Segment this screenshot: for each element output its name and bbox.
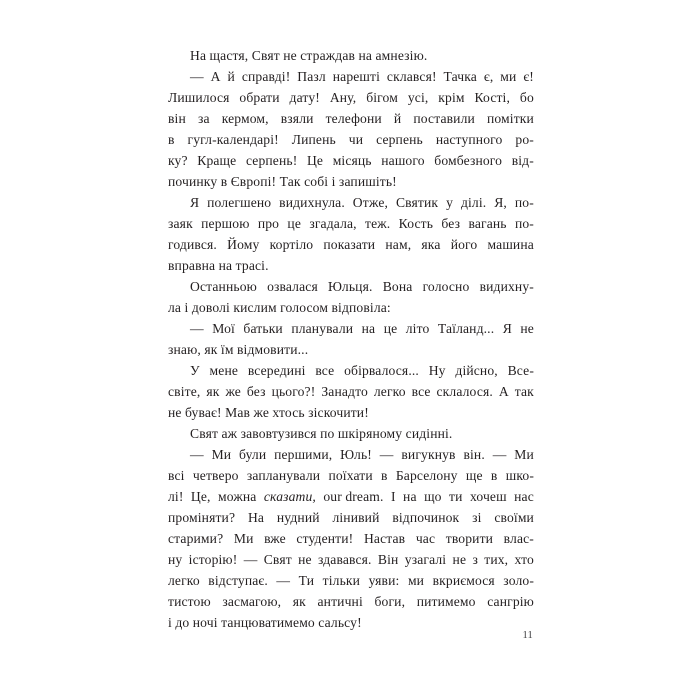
word: про: [257, 216, 280, 231]
word: Тачка: [443, 69, 477, 84]
text-line: [168, 444, 534, 465]
word: ку?: [168, 153, 188, 168]
word: —: [190, 447, 204, 462]
word: Вона: [382, 279, 413, 294]
word: Свят: [263, 552, 292, 567]
word: студенти!: [296, 531, 354, 546]
word: шко-: [505, 468, 534, 483]
word: без: [441, 216, 461, 231]
word: він.: [463, 447, 485, 462]
word: У: [190, 363, 200, 378]
text-line: вправна на трасі.: [168, 258, 269, 273]
word: хто: [514, 552, 534, 567]
word: в: [490, 468, 498, 483]
text-line: [168, 591, 534, 612]
word: видихну-: [479, 279, 534, 294]
word: всередині: [247, 363, 306, 378]
word: четверо: [192, 468, 239, 483]
text-line: не буває! Мав же хтось зіскочити!: [168, 405, 369, 420]
word: серпень: [376, 132, 423, 147]
word: влас-: [503, 531, 534, 546]
word: Таїланд...: [437, 321, 495, 336]
word: бо: [519, 90, 534, 105]
word: чи: [348, 132, 364, 147]
text-line: і до ночі танцюватимемо сальсу!: [168, 615, 362, 630]
word: легко: [168, 573, 200, 588]
word: у: [446, 195, 454, 210]
text-line: [168, 150, 534, 171]
word: Барселону: [395, 468, 458, 483]
paragraph: [168, 276, 534, 318]
word: показати: [323, 237, 376, 252]
word: справді!: [241, 69, 291, 84]
word: своїми: [494, 510, 534, 525]
word: уяви:: [368, 573, 400, 588]
word: вигукнув: [401, 447, 456, 462]
word: за: [197, 111, 210, 126]
word: поїхати: [328, 468, 373, 483]
word: творити: [445, 531, 494, 546]
word: вкриємося: [432, 573, 495, 588]
word: відпочинок: [392, 510, 460, 525]
word: це: [287, 216, 302, 231]
paragraph: [168, 45, 534, 66]
text-line: [168, 318, 534, 339]
text-line: [168, 528, 534, 549]
word: в: [168, 132, 175, 147]
text-line: На щастя, Свят не страждав на амнезію.: [190, 48, 428, 63]
word: А: [498, 384, 509, 399]
word: Ми: [233, 531, 254, 546]
word: по-: [514, 195, 534, 210]
word: Липень: [291, 132, 336, 147]
text-line: [168, 507, 534, 528]
word: склалося.: [436, 384, 493, 399]
word: першою: [201, 216, 250, 231]
word: з: [472, 552, 478, 567]
text-line: знаю, як їм відмовити...: [168, 342, 309, 357]
word: ми: [407, 573, 425, 588]
word: античні: [317, 594, 363, 609]
word: кермом,: [221, 111, 269, 126]
word: ділі.: [460, 195, 487, 210]
paragraph: [168, 444, 534, 633]
word: Ану,: [329, 90, 357, 105]
word: наступного: [435, 132, 503, 147]
word: —: [243, 552, 258, 567]
word: —: [190, 69, 204, 84]
word: нам,: [385, 237, 412, 252]
word: Я,: [494, 195, 507, 210]
page-number: 11: [522, 630, 533, 641]
word: були: [239, 447, 267, 462]
text-line: починку в Європі! Так собі і запишіть!: [168, 174, 397, 189]
word: його: [450, 237, 478, 252]
word: нудний: [276, 510, 320, 525]
word: є!: [523, 69, 534, 84]
word: бігом: [366, 90, 398, 105]
word: —: [379, 447, 394, 462]
text-line: [168, 486, 534, 507]
word: Отже,: [352, 195, 389, 210]
word: На: [247, 510, 265, 525]
word: на: [361, 321, 376, 336]
word: нашого: [381, 153, 425, 168]
word: світе,: [168, 384, 201, 399]
word: кортіло: [269, 237, 314, 252]
word: Пазл: [297, 69, 326, 84]
word: —: [492, 447, 507, 462]
text-line: [168, 381, 534, 402]
word: вже: [264, 531, 286, 546]
word: our dream.: [323, 489, 384, 504]
paragraph: [168, 192, 534, 276]
word: Занадто: [321, 384, 368, 399]
word: ну: [168, 552, 183, 567]
word: згадала,: [309, 216, 357, 231]
word: літо: [405, 321, 430, 336]
word: є,: [483, 69, 494, 84]
word: заяк: [168, 216, 193, 231]
word: Кості,: [474, 90, 511, 105]
word: вагань: [468, 216, 507, 231]
text-line: [168, 213, 534, 234]
word: цього?!: [271, 384, 316, 399]
word: тистою: [168, 594, 211, 609]
word: лінивий: [332, 510, 380, 525]
word: Юль!: [340, 447, 372, 462]
text-line: [168, 87, 534, 108]
word: усі,: [407, 90, 429, 105]
word: можна: [218, 489, 257, 504]
word: Я: [190, 195, 200, 210]
word: Юльця.: [328, 279, 373, 294]
text-line: Свят аж завовтузився по шкіряному сидінні.: [190, 426, 453, 441]
word: від-: [511, 153, 534, 168]
word: відступає.: [208, 573, 268, 588]
word: бомбезного: [434, 153, 503, 168]
word: так: [514, 384, 534, 399]
word: це: [383, 321, 398, 336]
word: —: [190, 321, 204, 336]
word: тих,: [484, 552, 509, 567]
word: здавався.: [318, 552, 372, 567]
word: легко: [373, 384, 406, 399]
word: машина: [487, 237, 534, 252]
text-line: ла і доволі кислим голосом відповіла:: [168, 300, 391, 315]
word: питимемо: [416, 594, 476, 609]
word: Ми: [514, 447, 534, 462]
word: без: [246, 384, 266, 399]
word: історію!: [188, 552, 238, 567]
paragraph: [168, 360, 534, 423]
word: не: [298, 552, 312, 567]
word: запланували: [246, 468, 321, 483]
word: І: [390, 489, 396, 504]
text-line: [168, 360, 534, 381]
word: голосно: [422, 279, 470, 294]
word: ро-: [515, 132, 534, 147]
text-line: [168, 549, 534, 570]
word: все: [411, 384, 431, 399]
word: Ну: [428, 363, 446, 378]
word: ще: [465, 468, 483, 483]
text-line: [168, 465, 534, 486]
word: склався!: [386, 69, 437, 84]
word: Це,: [190, 489, 211, 504]
word: як: [292, 594, 306, 609]
word: все: [315, 363, 335, 378]
word: яка: [421, 237, 441, 252]
word: серпень!: [245, 153, 298, 168]
word: батьки: [243, 321, 283, 336]
word: помітки: [486, 111, 534, 126]
word: боги,: [374, 594, 406, 609]
word: поставили: [413, 111, 475, 126]
word: й: [393, 111, 402, 126]
word: полегшено: [207, 195, 272, 210]
word: годився.: [168, 237, 217, 252]
word: Все-: [507, 363, 534, 378]
page-body-text: [168, 45, 534, 633]
paragraph: [168, 423, 534, 444]
word: теж.: [365, 216, 391, 231]
text-line: [168, 108, 534, 129]
word: Лишилося: [168, 90, 230, 105]
word: Останньою: [190, 279, 257, 294]
word: на: [403, 489, 417, 504]
word: час: [415, 531, 436, 546]
word: Краще: [197, 153, 237, 168]
word: лі!: [168, 489, 184, 504]
word: взяли: [280, 111, 314, 126]
word: гугл-календарі!: [187, 132, 279, 147]
text-line: [168, 276, 534, 297]
word: місяць: [332, 153, 372, 168]
word: нарешті: [332, 69, 381, 84]
word: —: [276, 573, 291, 588]
word: нас: [514, 489, 534, 504]
word: й: [227, 69, 235, 84]
word: сангрію: [487, 594, 534, 609]
word: обірвалося...: [344, 363, 419, 378]
word: старими?: [168, 531, 224, 546]
word: Ми: [211, 447, 232, 462]
word: видихнула.: [279, 195, 345, 210]
text-line: [168, 66, 534, 87]
word: тільки: [322, 573, 361, 588]
word: озвалася: [267, 279, 318, 294]
word: же: [225, 384, 241, 399]
word: обрати: [239, 90, 280, 105]
word: мене: [209, 363, 239, 378]
word: він: [168, 111, 186, 126]
word: дійсно,: [455, 363, 498, 378]
word: як: [206, 384, 220, 399]
word: Він: [377, 552, 399, 567]
word: не: [520, 321, 534, 336]
word: дату!: [289, 90, 320, 105]
word: планували: [291, 321, 354, 336]
word: Мої: [212, 321, 235, 336]
word: Я: [502, 321, 512, 336]
word: Настав: [363, 531, 406, 546]
word: телефони: [325, 111, 382, 126]
word: узагалі: [404, 552, 447, 567]
word: Йому: [227, 237, 260, 252]
word: зі: [472, 510, 482, 525]
word: в: [381, 468, 388, 483]
word: Кость: [398, 216, 434, 231]
word: ти: [449, 489, 463, 504]
word: не: [452, 552, 467, 567]
word: А: [210, 69, 221, 84]
word: хочеш: [469, 489, 507, 504]
word: першими,: [274, 447, 333, 462]
word: золо-: [503, 573, 534, 588]
paragraph: [168, 318, 534, 360]
word: ми: [500, 69, 517, 84]
text-line: [168, 129, 534, 150]
word: Це: [306, 153, 324, 168]
word: Святик: [395, 195, 439, 210]
word: по-: [514, 216, 534, 231]
text-line: [168, 192, 534, 213]
word: Ти: [298, 573, 315, 588]
word: крім: [438, 90, 465, 105]
word: сказати,: [263, 489, 316, 504]
text-line: [168, 234, 534, 255]
word: засмагою,: [222, 594, 282, 609]
paragraph: [168, 66, 534, 192]
word: проміняти?: [168, 510, 236, 525]
text-line: [168, 570, 534, 591]
word: що: [424, 489, 442, 504]
word: всі: [168, 468, 185, 483]
